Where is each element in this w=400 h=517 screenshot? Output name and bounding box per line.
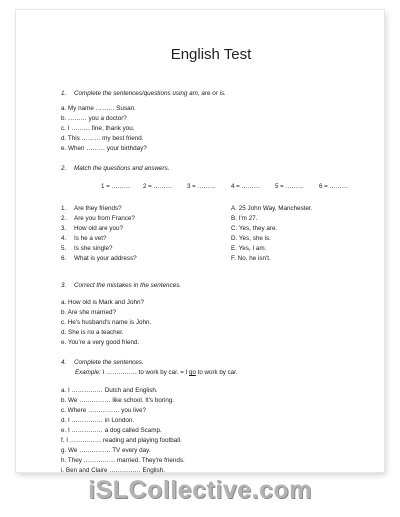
answer-b: B. I'm 27. xyxy=(231,215,258,222)
question-3 xyxy=(61,225,123,232)
section-1-heading xyxy=(61,90,226,97)
section-3-heading xyxy=(61,282,181,289)
section-4-item-i: i. Ben and Claire …………… English. xyxy=(61,467,165,474)
section-instruction: Complete the sentences. xyxy=(74,359,144,366)
question-number: 2. xyxy=(61,215,67,222)
match-blank-5: 5 = ……… xyxy=(275,183,305,190)
section-3-item-b: b. Are she married? xyxy=(61,309,116,316)
section-4-item-g: g. We …………… TV every day. xyxy=(61,447,151,454)
question-text: Is he a vet? xyxy=(74,235,107,242)
question-4 xyxy=(61,235,107,242)
answer-c: C. Yes, they are. xyxy=(231,225,278,232)
section-3-item-e: e. You're a very good friend. xyxy=(61,339,140,346)
section-1-item-c: c. I ……… fine, thank you. xyxy=(61,125,135,132)
section-2-heading xyxy=(61,165,170,172)
section-3-item-d: d. She is no a teacher. xyxy=(61,329,124,336)
section-1-item-b: b. ……… you a doctor? xyxy=(61,115,127,122)
section-4-item-h: h. They …………… married. They're friends. xyxy=(61,457,185,464)
question-number: 4. xyxy=(61,235,67,242)
match-blank-6: 6 = ……… xyxy=(319,183,349,190)
section-number: 3. xyxy=(61,282,67,289)
example-before: I …………… to work by car. = I xyxy=(102,369,188,376)
section-1-item-e: e. When ……… your birthday? xyxy=(61,145,147,152)
section-4-item-e: e. I …………… a dog called Scamp. xyxy=(61,427,162,434)
section-1-item-d: d. This ……… my best friend. xyxy=(61,135,144,142)
section-3-item-c: c. He's husband's name is John. xyxy=(61,319,152,326)
question-text: Are they friends? xyxy=(74,205,122,212)
section-4-item-a: a. I …………… Dutch and English. xyxy=(61,387,158,394)
example-answer: go xyxy=(189,369,196,376)
section-4-heading xyxy=(61,359,144,366)
match-blank-2: 2 = ……… xyxy=(143,183,173,190)
section-instruction: Correct the mistakes in the sentences. xyxy=(74,282,182,289)
page-title: English Test xyxy=(170,46,252,63)
answer-f: F. No, he isn't. xyxy=(231,255,271,262)
example-after: to work by car. xyxy=(197,369,238,376)
section-number: 4. xyxy=(61,359,67,366)
section-4-item-d: d. I …………… in London. xyxy=(61,417,135,424)
question-2 xyxy=(61,215,135,222)
section-instruction: Match the questions and answers. xyxy=(74,165,170,172)
section-3-item-a: a. How old is Mark and John? xyxy=(61,299,144,306)
match-blank-1: 1 = ……… xyxy=(101,183,131,190)
question-number: 5. xyxy=(61,245,67,252)
section-4-item-b: b. We …………… like school. It's boring. xyxy=(61,397,175,404)
section-4-item-c: c. Where …………… you live? xyxy=(61,407,147,414)
question-number: 6. xyxy=(61,255,67,262)
watermark-logo: iSLCollective.com xyxy=(88,476,312,504)
section-instruction: Complete the sentences/questions using am, are or is. xyxy=(74,90,226,97)
question-1 xyxy=(61,205,122,212)
example-label: Example: xyxy=(75,369,101,376)
question-number: 3. xyxy=(61,225,67,232)
answer-d: D. Yes, she is. xyxy=(231,235,271,242)
question-text: How old are you? xyxy=(74,225,124,232)
question-text: Are you from France? xyxy=(74,215,135,222)
section-number: 2. xyxy=(61,165,67,172)
section-4-item-f: f. I …………… reading and playing football. xyxy=(61,437,182,444)
section-1-item-a: a. My name ……… Susan. xyxy=(61,105,136,112)
question-6 xyxy=(61,255,137,262)
question-5 xyxy=(61,245,113,252)
example-sentence xyxy=(75,369,238,376)
match-blank-4: 4 = ……… xyxy=(231,183,261,190)
answer-a: A. 25 John Way, Manchester. xyxy=(231,205,313,212)
section-number: 1. xyxy=(61,90,67,97)
question-number: 1. xyxy=(61,205,67,212)
question-text: Is she single? xyxy=(74,245,113,252)
answer-e: E. Yes, I am. xyxy=(231,245,267,252)
match-blank-3: 3 = ……… xyxy=(187,183,217,190)
worksheet-page xyxy=(16,10,384,472)
question-text: What is your address? xyxy=(74,255,137,262)
